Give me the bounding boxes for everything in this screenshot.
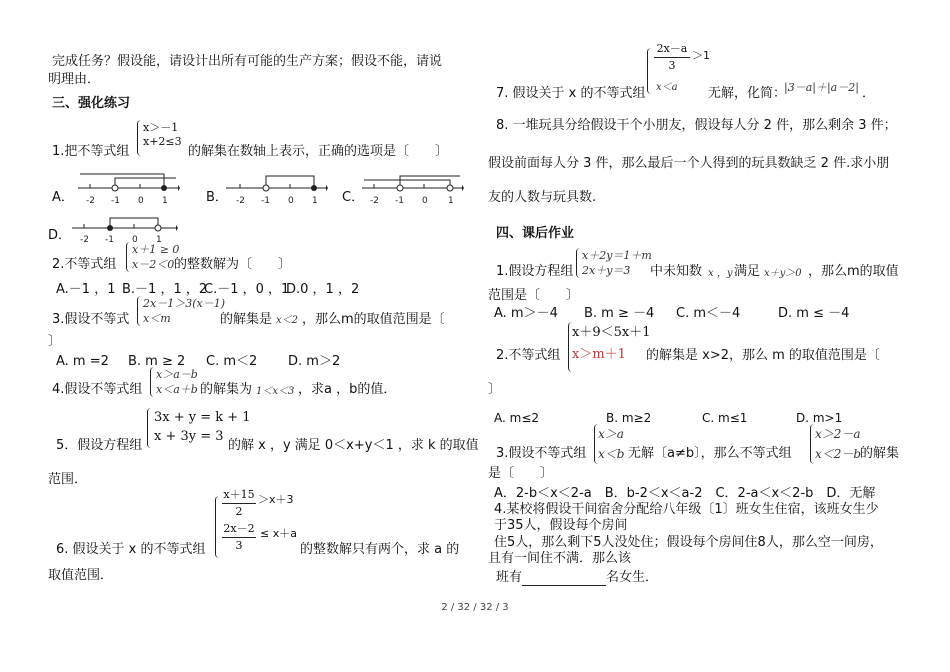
q5-suffix: 的解 x ，y 满足 0＜x+y＜1 ，求 k 的取值 — [228, 438, 479, 453]
svg-text:0: 0 — [132, 235, 138, 245]
h1-option-c: C. m＜－4 — [676, 306, 741, 321]
h1-option-a: A. m＞－4 — [494, 306, 558, 321]
q6-line-2: 取值范围． — [48, 568, 114, 583]
q7-mid: 无解，化简： — [708, 86, 787, 101]
q5-line-2: 范围． — [48, 472, 88, 487]
h2-option-d: D. m>1 — [796, 411, 843, 425]
h2-suffix: 的解集是 x>2，那么 m 的取值范围是〔 — [646, 348, 880, 363]
svg-text:1: 1 — [156, 235, 162, 245]
q2-option-c: C.－1 ，0 ，1 — [204, 282, 290, 297]
h1-system: x＋2y＝1＋m 2x＋y＝3 — [582, 249, 652, 277]
q7-brace — [647, 48, 653, 94]
q1-system: x＞－1 x+2≤3 — [143, 121, 182, 148]
q5-system: 3x + y = k + 1 x + 3y = 3 — [154, 410, 251, 444]
q1-prefix: 1.把不等式组 — [52, 144, 130, 159]
q1-suffix: 的解集在数轴上表示，正确的选项是〔 〕 — [188, 144, 449, 159]
q6-suffix: 的整数解只有两个，求 a 的 — [300, 542, 460, 557]
q2-option-a: A.－1 ，1 — [56, 282, 116, 297]
h2-system: x＋9＜5x＋1 x＞m＋1 — [572, 325, 651, 362]
number-line-a — [78, 170, 180, 210]
h1-line-2: 范围是〔 〕 — [488, 288, 580, 303]
q2-system: x＋1 ≥ 0 x－2＜0 — [132, 243, 180, 271]
q3-option-d: D. m＞2 — [288, 354, 341, 369]
number-line-b — [226, 170, 328, 210]
q8-line-3: 友的人数与玩具数. — [488, 190, 597, 205]
h4-line-5-suffix: 名女生． — [606, 570, 659, 585]
q4-mid: 的解集为 — [200, 382, 253, 397]
q4-prefix: 4.假设不等式组 — [52, 382, 143, 397]
h1-condition: x＋y＞0 — [764, 268, 802, 279]
intro-line-2: 明理由． — [48, 72, 101, 87]
h1-suffix: ，那么m的取值 — [808, 264, 899, 279]
q4-suffix: ，求a ，b的值． — [298, 382, 397, 397]
q2-option-d: D.0 ，1 ，2 — [286, 282, 360, 297]
q7-fraction-rhs: ＞1 — [692, 49, 710, 62]
h4-line-3: 住5人，那么剩下5人没处住；假设每个房间住8人，那么空一间房， — [494, 535, 883, 550]
q6-fraction-1: x＋15 2 — [223, 488, 255, 518]
h3-suffix: 的解集 — [860, 446, 900, 461]
number-line-c — [362, 170, 464, 210]
h4-line-4: 且有一间住不满．那么该 — [488, 551, 632, 566]
section-4-heading: 四、课后作业 — [496, 226, 575, 241]
q7-second-inequality: x＜a — [656, 82, 678, 93]
q3-solution: x＜2 — [276, 315, 299, 326]
h2-option-a: A. m≤2 — [494, 411, 540, 425]
svg-text:-2: -2 — [370, 196, 379, 206]
h4-line-5 — [496, 570, 658, 586]
svg-text:0: 0 — [138, 196, 144, 206]
h4-line-5-prefix: 班有 — [496, 570, 523, 585]
h1-brace — [576, 248, 581, 278]
h3-options: A．2-b＜x＜2-a B．b-2＜x＜a-2 C．2-a＜x＜2-b D．无解 — [494, 486, 876, 501]
q4-solution: 1＜x＜3 — [256, 386, 295, 397]
q5-prefix: 5．假设方程组 — [56, 438, 143, 453]
h1-mid: 中未知数 — [650, 264, 703, 279]
q3-prefix: 3.假设不等式 — [52, 312, 130, 327]
h2-option-b: B. m≥2 — [606, 411, 652, 425]
svg-text:-1: -1 — [261, 196, 270, 206]
h1-prefix: 1.假设方程组 — [496, 264, 574, 279]
h1-option-b: B. m ≥ －4 — [584, 306, 655, 321]
h4-line-1: 4.某校将假设干间宿舍分配给八年级〔1〕班女生住宿，该班女生少 — [494, 502, 879, 517]
h3-prefix: 3.假设不等式组 — [496, 446, 587, 461]
h1-option-d: D. m ≤ －4 — [778, 306, 850, 321]
h3-system-2: x＞2－a x＜2－b — [815, 427, 862, 461]
svg-text:1: 1 — [448, 196, 454, 206]
q1-brace — [137, 120, 142, 156]
svg-text:-2: -2 — [80, 235, 89, 245]
h2-close: 〕 — [488, 382, 502, 397]
q1-option-a: A． — [52, 190, 74, 205]
q2-brace — [126, 242, 131, 272]
q3-mid: 的解集是 — [220, 312, 273, 327]
page-number: 2 / 32 / 32 / 3 — [441, 602, 509, 613]
q3-option-c: C. m＜2 — [206, 354, 258, 369]
h2-prefix: 2.不等式组 — [496, 348, 561, 363]
svg-text:0: 0 — [288, 196, 294, 206]
q2-suffix: 的整数解为〔 〕 — [174, 257, 292, 272]
q3-brace — [137, 296, 142, 326]
q6-prefix: 6. 假设关于 x 的不等式组 — [56, 542, 206, 557]
q2-prefix: 2.不等式组 — [52, 257, 117, 272]
q7-suffix: ． — [862, 86, 876, 101]
q4-system: x＞a－b x＜a＋b — [156, 368, 198, 396]
h3-mid: 无解〔a≠b〕，那么不等式组 — [628, 446, 792, 461]
q1-option-d: D． — [48, 228, 72, 243]
q6-fraction-2: 2x－2 3 — [223, 522, 255, 552]
q8-line-2: 假设前面每人分 3 件，那么最后一个人得到的玩具数缺乏 2 件.求小朋 — [488, 156, 890, 171]
q2-option-b: B.－1 ，1 ，2 — [122, 282, 208, 297]
section-3-heading: 三、强化练习 — [52, 96, 131, 111]
h1-condition-text: 满足 — [734, 264, 761, 279]
answer-blank[interactable] — [522, 573, 606, 586]
q3-suffix: ，那么m的取值范围是〔 — [302, 312, 445, 327]
q1-option-c: C． — [342, 190, 365, 205]
svg-text:1: 1 — [162, 196, 168, 206]
svg-text:-2: -2 — [236, 196, 245, 206]
svg-text:-1: -1 — [105, 235, 114, 245]
h1-vars: x ，y — [708, 268, 733, 279]
svg-text:-2: -2 — [86, 196, 95, 206]
q7-expression: |3－a|＋|a－2| — [784, 81, 859, 94]
h2-option-c: C. m≤1 — [702, 411, 748, 425]
svg-text:-1: -1 — [111, 196, 120, 206]
intro-line-1: 完成任务？假设能，请设计出所有可能的生产方案；假设不能，请说 — [52, 54, 443, 69]
q5-brace — [147, 408, 153, 448]
q6-fraction-1-rhs: ＞x＋3 — [258, 493, 294, 506]
svg-text:-1: -1 — [395, 196, 404, 206]
q6-brace — [215, 496, 221, 558]
q3-system: 2x－1＞3(x－1) x＜m — [143, 297, 225, 325]
h4-line-2: 于35人，假设每个房间 — [494, 518, 628, 533]
svg-text:1: 1 — [312, 196, 318, 206]
q7-prefix: 7. 假设关于 x 的不等式组 — [496, 86, 646, 101]
q7-fraction: 2x－a 3 — [654, 40, 690, 72]
q3-option-b: B. m ≥ 2 — [128, 354, 186, 369]
q3-option-a: A. m =2 — [56, 354, 109, 369]
q6-fraction-2-rhs: ≤ x＋a — [260, 527, 297, 540]
q1-option-b: B． — [206, 190, 228, 205]
h3-system-1: x＞a x＜b — [598, 427, 625, 461]
q8-line-1: 8. 一堆玩具分给假设干个小朋友，假设每人分 2 件，那么剩余 3 件； — [496, 118, 897, 133]
svg-text:0: 0 — [422, 196, 428, 206]
q4-brace — [150, 367, 155, 397]
h3-line-2: 是〔 〕 — [488, 466, 554, 481]
q3-close: 〕 — [48, 334, 62, 349]
